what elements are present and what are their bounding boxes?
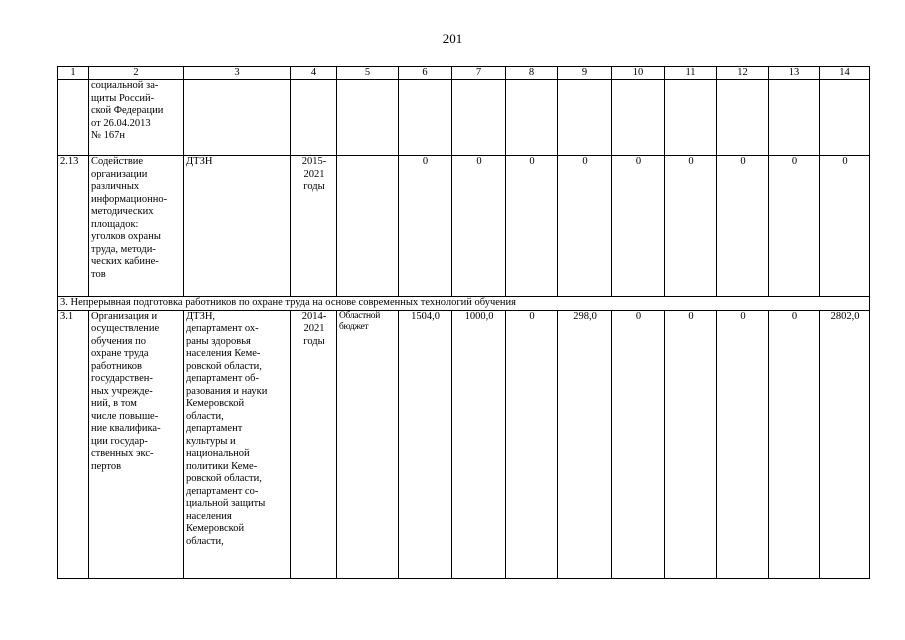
executor: ДТЗН [184,156,291,297]
value-cell: 0 [769,310,820,578]
table-cell [184,80,291,156]
continuation-row [58,80,870,156]
value-cell: 0 [717,156,769,297]
header-cell: 12 [717,67,769,80]
value-cell: 0 [506,156,558,297]
row-number: 3.1 [58,310,89,578]
header-cell: 11 [665,67,717,80]
section-row [58,297,870,311]
header-cell: 5 [337,67,399,80]
table-cell [399,80,452,156]
table-cell [58,80,89,156]
continuation-text: социальной за- щиты Россий- ской Федерации от 26.04.2013 № 167н [89,80,184,156]
header-cell: 6 [399,67,452,80]
header-cell: 7 [452,67,506,80]
value-cell: 0 [769,156,820,297]
value-cell: 0 [665,310,717,578]
header-row [58,67,870,80]
measure-name: Организация и осуществление обучения по охране труда работников государствен- ных учрежде- ний, в том числе повыше- ние квалифика- ции государ- ственных экс- пертов [89,310,184,578]
value-cell: 1504,0 [399,310,452,578]
page-number: 201 [442,31,463,46]
value-cell: 298,0 [558,310,612,578]
value-cell: 0 [665,156,717,297]
value-cell: 0 [558,156,612,297]
table-row-2-13 [58,156,870,297]
table-row-3-1 [58,310,870,578]
header-cell: 10 [612,67,665,80]
funding-source [337,156,399,297]
header-cell: 9 [558,67,612,80]
header-cell: 13 [769,67,820,80]
header-cell: 14 [820,67,870,80]
period: 2015- 2021 годы [291,156,337,297]
table-cell [717,80,769,156]
table-cell [452,80,506,156]
table-cell [820,80,870,156]
table-cell [337,80,399,156]
section-title: 3. Непрерывная подготовка работников по охране труда на основе современных технологий обучения [58,297,870,311]
value-cell: 0 [717,310,769,578]
value-cell: 0 [506,310,558,578]
header-cell: 2 [89,67,184,80]
value-cell: 2802,0 [820,310,870,578]
value-cell: 0 [452,156,506,297]
table-cell [612,80,665,156]
header-cell: 8 [506,67,558,80]
table-cell [506,80,558,156]
row-number: 2.13 [58,156,89,297]
value-cell: 0 [612,156,665,297]
period: 2014- 2021 годы [291,310,337,578]
table-cell [291,80,337,156]
header-cell: 1 [58,67,89,80]
table-cell [665,80,717,156]
funding-source: Областной бюджет [337,310,399,578]
value-cell: 0 [399,156,452,297]
table-cell [769,80,820,156]
value-cell: 1000,0 [452,310,506,578]
value-cell: 0 [820,156,870,297]
program-table [57,66,870,579]
header-cell: 4 [291,67,337,80]
table-cell [558,80,612,156]
measure-name: Содействие организации различных информационно- методических площадок: уголков охраны труда, методи- ческих кабине- тов [89,156,184,297]
value-cell: 0 [612,310,665,578]
executor: ДТЗН, департамент ох- раны здоровья населения Кеме- ровской области, департамент об- разования и науки Кемеровской области, департамент культуры и национальной политики Кеме- ровской области, департамент со- циальной защиты населения Кемеровской области, [184,310,291,578]
header-cell: 3 [184,67,291,80]
